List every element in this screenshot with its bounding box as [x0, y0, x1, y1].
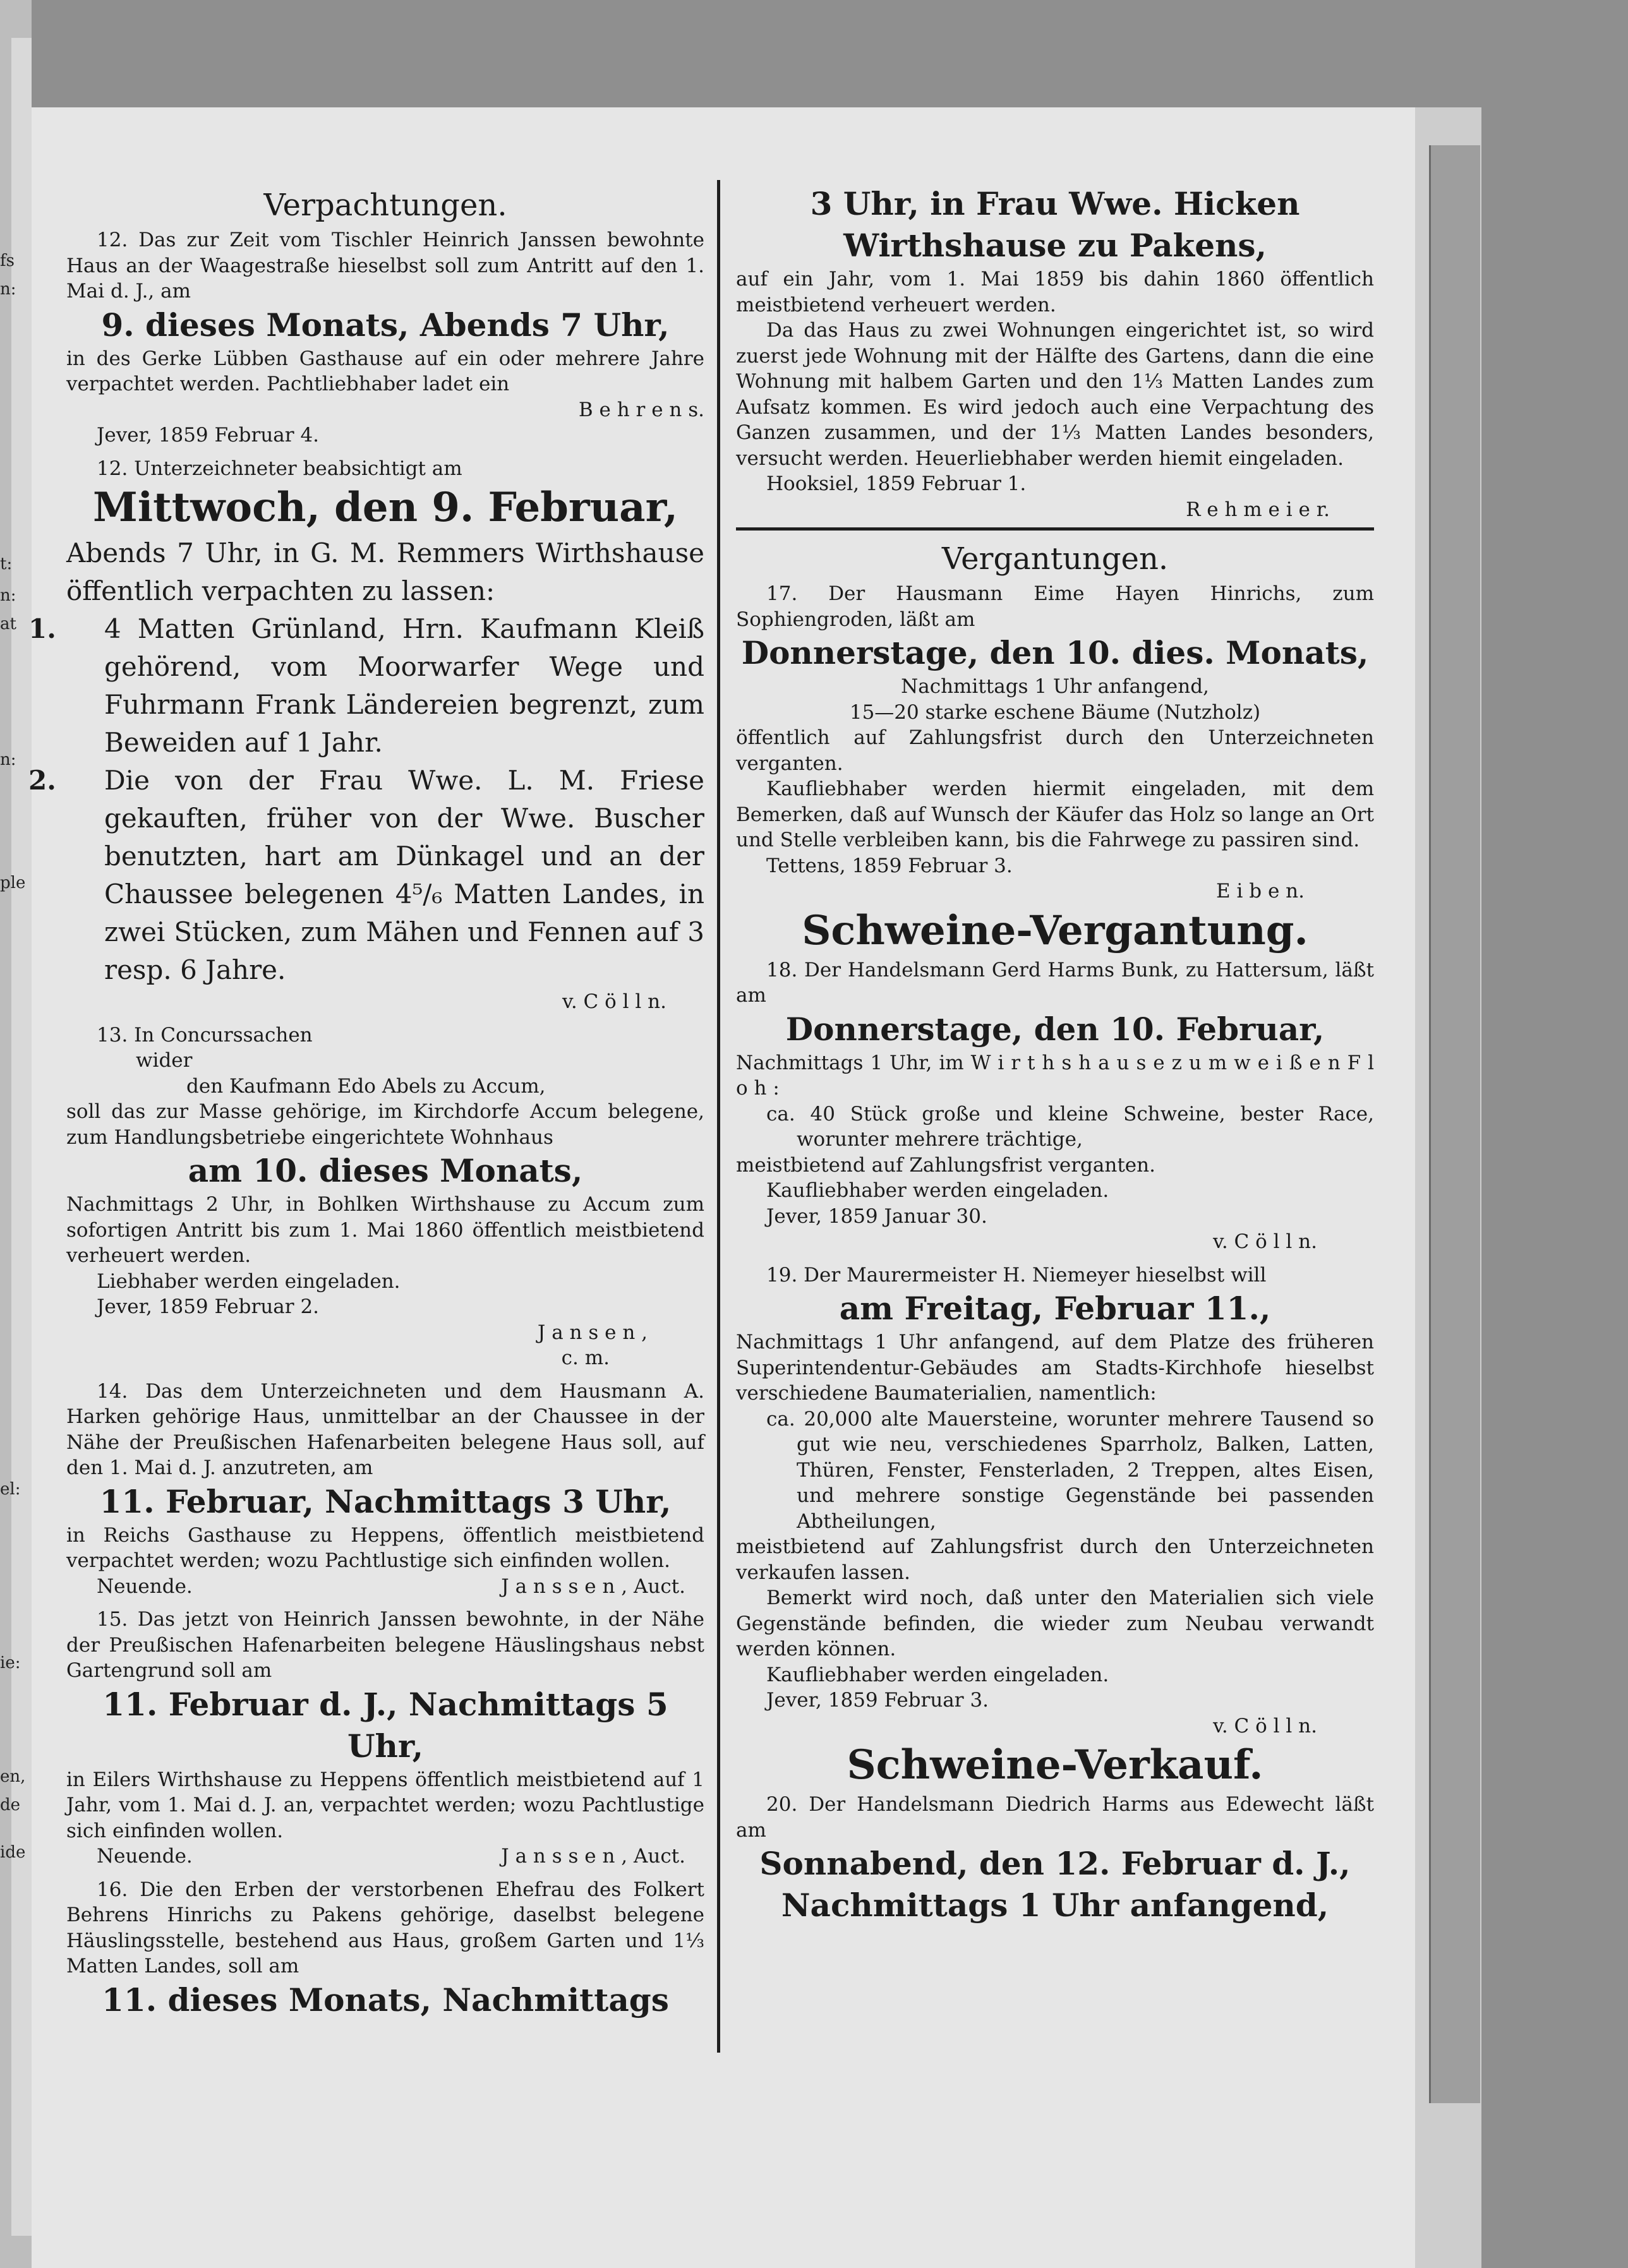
notice-12a-text: 12. Das zur Zeit vom Tischler Heinrich Janssen bewohnte Haus an der Waagestraße hieselbst soll zum Antritt auf den 1. Mai d. J., am: [66, 229, 704, 303]
notice-13-signature-2: c. m.: [561, 1347, 610, 1369]
margin-fragment: en,: [0, 1767, 26, 1786]
left-column: [28, 183, 704, 2021]
notice-17-text: 17. Der Hausmann Eime Hayen Hinrichs, zum Sophiengroden, läßt am: [736, 582, 1374, 631]
margin-fragment: n:: [0, 280, 16, 299]
notice-17-date: Donnerstage, den 10. dies. Monats,: [741, 634, 1369, 671]
notice-19-text: 19. Der Maurermeister H. Niemeyer hieselbst will: [766, 1263, 1267, 1287]
notice-13-signature: J a n s e n ,: [537, 1321, 648, 1344]
margin-fragment: el:: [0, 1480, 21, 1499]
notice-19-text4: Bemerkt wird noch, daß unter den Materialien sich viele Gegenstände befinden, die wieder zum Neubau verwandt werden können.: [736, 1587, 1374, 1660]
right-column: [736, 183, 1374, 1926]
notice-19-place-date: Jever, 1859 Februar 3.: [766, 1689, 989, 1712]
notice-12b-date: Mittwoch, den 9. Februar,: [93, 484, 678, 531]
notice-14-place: Neuende.: [97, 1575, 193, 1598]
item-number: 1.: [28, 613, 56, 644]
notice-19-item: ca. 20,000 alte Mauersteine, worunter mehrere Tausend so gut wie neu, verschiedenes Sparrholz, Balken, Latten, Thüren, Fenster, Fensterladen, 2 Treppen, altes Eisen, und mehrere sonstige Gegenstände bei passenden Abtheilungen,: [766, 1407, 1374, 1533]
notice-18-text3: meistbietend auf Zahlungsfrist verganten.: [736, 1153, 1155, 1177]
section-heading-vergantungen: Vergantungen.: [941, 541, 1169, 577]
notice-16-signature: R e h m e i e r.: [1186, 498, 1330, 521]
notice-16-text: auf ein Jahr, vom 1. Mai 1859 bis dahin 1860 öffentlich meistbietend verheuert werden.: [736, 268, 1374, 316]
margin-fragment: ie:: [0, 1653, 21, 1672]
margin-fragment: n:: [0, 586, 16, 605]
notice-13-text: soll das zur Masse gehörige, im Kirchdorfe Accum belegene, zum Handlungsbetriebe eingerichtete Wohnhaus: [66, 1100, 704, 1149]
notice-15-signature: J a n s s e n , Auct.: [501, 1845, 685, 1868]
margin-fragment: at: [0, 615, 16, 633]
notice-13-line1: 13. In Concurssachen: [97, 1023, 313, 1047]
notice-12b-item-2: [28, 762, 704, 989]
notice-20-text: 20. Der Handelsmann Diedrich Harms aus Edewecht läßt am: [736, 1793, 1374, 1842]
notice-18-text: 18. Der Handelsmann Gerd Harms Bunk, zu Hattersum, läßt am: [736, 958, 1374, 1007]
notice-13-place-date: Jever, 1859 Februar 2.: [97, 1295, 320, 1318]
notice-12a-text2: in des Gerke Lübben Gasthause auf ein oder mehrere Jahre verpachtet werden. Pachtliebhaber ladet ein: [66, 347, 704, 395]
notice-16-date-continued: 3 Uhr, in Frau Wwe. Hicken Wirthshause zu Pakens,: [810, 185, 1300, 264]
notice-15-text2: in Eilers Wirthshause zu Heppens öffentlich meistbietend auf 1 Jahr, vom 1. Mai d. J. an, verpachtet werden; wozu Pachtlustige sich einfinden wollen.: [66, 1768, 704, 1842]
margin-fragment: n:: [0, 750, 16, 769]
notice-13-text2: Nachmittags 2 Uhr, in Bohlken Wirthshause zu Accum zum sofortigen Antritt bis zum 1. Mai 1860 öffentlich meistbietend verheuert werden.: [66, 1193, 704, 1267]
notice-13-date: am 10. dieses Monats,: [188, 1152, 583, 1189]
notice-12b-text: 12. Unterzeichneter beabsichtigt am: [97, 457, 462, 480]
notice-14-date: 11. Februar, Nachmittags 3 Uhr,: [99, 1482, 672, 1520]
notice-19-text3: meistbietend auf Zahlungsfrist durch den Unterzeichneten verkaufen lassen.: [736, 1535, 1374, 1584]
notice-17-place-date: Tettens, 1859 Februar 3.: [766, 854, 1013, 877]
notice-18-item: ca. 40 Stück große und kleine Schweine, bester Race, worunter mehrere trächtige,: [766, 1102, 1374, 1151]
notice-17-signature: E i b e n.: [1216, 880, 1305, 903]
notice-19-text5: Kaufliebhaber werden eingeladen.: [766, 1663, 1109, 1686]
section-heading-verpachtungen: Verpachtungen.: [263, 188, 507, 223]
notice-18-date: Donnerstage, den 10. Februar,: [785, 1010, 1325, 1048]
notice-12a-place-date: Jever, 1859 Februar 4.: [97, 424, 320, 447]
notice-15-date: 11. Februar d. J., Nachmittags 5 Uhr,: [102, 1685, 668, 1765]
notice-13-line3: den Kaufmann Edo Abels zu Accum,: [186, 1074, 546, 1098]
book-spine: [1429, 145, 1480, 2103]
margin-fragment: de: [0, 1796, 21, 1815]
notice-19-text2: Nachmittags 1 Uhr anfangend, auf dem Platze des früheren Superintendentur-Gebäudes am Stadts-Kirchhofe hieselbst verschiedene Baumaterialien, namentlich:: [736, 1331, 1374, 1405]
notice-17-time: Nachmittags 1 Uhr anfangend,: [901, 675, 1209, 698]
notice-16-text: 16. Die den Erben der verstorbenen Ehefrau des Folkert Behrens Hinrichs zu Pakens gehörige, daselbst belegene Häuslingsstelle, bestehend aus Haus, großem Garten und 1⅓ Matten Landes, soll am: [66, 1878, 704, 1977]
notice-18-signature: v. C ö l l n.: [1213, 1230, 1317, 1253]
notice-17-text2: öffentlich auf Zahlungsfrist durch den Unterzeichneten verganten.: [736, 726, 1374, 775]
notice-16-date: 11. dieses Monats, Nachmittags: [102, 1981, 669, 2019]
notice-14-text2: in Reichs Gasthause zu Heppens, öffentlich meistbietend verpachtet werden; wozu Pachtlustige sich einfinden wollen.: [66, 1523, 704, 1572]
previous-page-strip: [11, 38, 32, 2236]
notice-12b-item-1: [28, 610, 704, 762]
column-divider: [717, 180, 720, 2053]
notice-15-text: 15. Das jetzt von Heinrich Janssen bewohnte, in der Nähe der Preußischen Hafenarbeiten belegene Häuslingshaus nebst Gartengrund soll am: [66, 1608, 704, 1682]
section-heading-schweine-verkauf: Schweine-Verkauf.: [847, 1741, 1263, 1789]
notice-17-item: 15—20 starke eschene Bäume (Nutzholz): [849, 700, 1261, 724]
section-heading-schweine-vergantung: Schweine-Vergantung.: [802, 906, 1308, 954]
notice-18-text4: Kaufliebhaber werden eingeladen.: [766, 1179, 1109, 1202]
item-text: 4 Matten Grünland, Hrn. Kaufmann Kleiß gehörend, vom Moorwarfer Wege und Fuhrmann Frank Ländereien begrenzt, zum Beweiden auf 1 Jahr.: [104, 613, 704, 758]
margin-fragment: ple: [0, 873, 26, 892]
section-rule: [736, 527, 1374, 531]
notice-17-text3: Kaufliebhaber werden hiermit eingeladen, mit dem Bemerken, daß auf Wunsch der Käufer das Holz so lange an Ort und Stelle verbleiben kann, bis die Fahrwege zu passiren sind.: [736, 777, 1374, 851]
notice-12a-date: 9. dieses Monats, Abends 7 Uhr,: [101, 306, 670, 344]
notice-14-footer: [66, 1574, 704, 1600]
notice-20-time: Nachmittags 1 Uhr anfangend,: [781, 1887, 1329, 1924]
notice-16-place-date: Hooksiel, 1859 Februar 1.: [766, 472, 1027, 495]
notice-13-text3: Liebhaber werden eingeladen.: [97, 1269, 401, 1293]
notice-12b-text2: Abends 7 Uhr, in G. M. Remmers Wirthshause öffentlich verpachten zu lassen:: [66, 537, 704, 606]
notice-15-place: Neuende.: [97, 1845, 193, 1868]
newspaper-page: [28, 107, 1415, 2268]
notice-19-date: am Freitag, Februar 11.,: [839, 1290, 1271, 1327]
notice-16-text2: Da das Haus zu zwei Wohnungen eingerichtet ist, so wird zuerst jede Wohnung mit der Hälfte des Gartens, dann die eine Wohnung mit halbem Garten und den 1⅓ Matten Landes zum Aufsatz kommen. Es wird jedoch auch eine Verpachtung des Ganzen zusammen, und der 1⅓ Matten Landes besonders, versucht werden. Heuerliebhaber werden hiemit eingeladen.: [736, 319, 1374, 470]
notice-18-place-date: Jever, 1859 Januar 30.: [766, 1204, 987, 1228]
notice-14-signature: J a n s s e n , Auct.: [501, 1575, 685, 1598]
margin-fragment: t:: [0, 555, 13, 573]
notice-19-signature: v. C ö l l n.: [1213, 1714, 1317, 1737]
margin-fragment: ide: [0, 1843, 26, 1862]
notice-18-text2: Nachmittags 1 Uhr, im W i r t h s h a u s e z u m w e i ß e n F l o h :: [736, 1051, 1374, 1100]
notice-12b-signature: v. C ö l l n.: [562, 990, 666, 1013]
notice-20-date: Sonnabend, den 12. Februar d. J.,: [759, 1845, 1351, 1882]
notice-13-line2: wider: [136, 1049, 193, 1072]
item-number: 2.: [28, 765, 56, 796]
notice-12a-signature: B e h r e n s.: [578, 398, 704, 421]
notice-15-footer: [66, 1844, 704, 1869]
margin-fragment: fs: [0, 251, 15, 270]
item-text: Die von der Frau Wwe. L. M. Friese gekauften, früher von der Wwe. Buscher benutzten, hart am Dünkagel und an der Chaussee belegenen 4⁵/₆ Matten Landes, in zwei Stücken, zum Mähen und Fennen auf 3 resp. 6 Jahre.: [104, 765, 704, 985]
notice-14-text: 14. Das dem Unterzeichneten und dem Hausmann A. Harken gehörige Haus, unmittelbar an der Chaussee in der Nähe der Preußischen Hafenarbeiten belegene Haus soll, auf den 1. Mai d. J. anzutreten, am: [66, 1379, 704, 1479]
